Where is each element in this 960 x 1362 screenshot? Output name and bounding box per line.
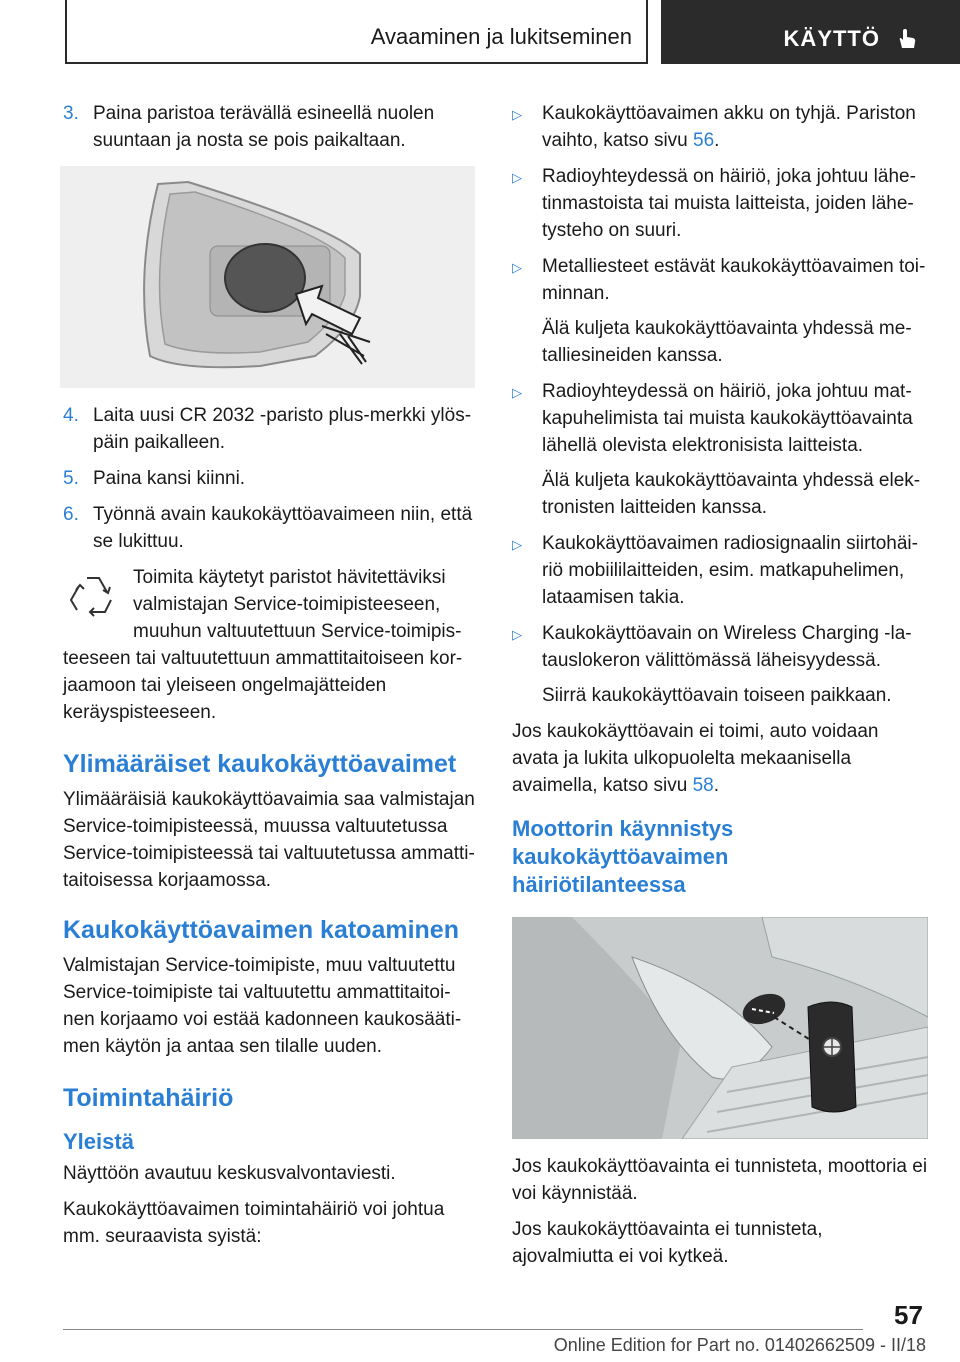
step-6 xyxy=(63,501,475,555)
hand-pointer-icon xyxy=(894,26,920,52)
chapter-title: Avaaminen ja lukitseminen xyxy=(370,24,632,49)
cause-item xyxy=(512,378,928,521)
step-3 xyxy=(63,100,475,154)
bullet-triangle-icon: ▷ xyxy=(512,385,522,400)
bullet-triangle-icon: ▷ xyxy=(512,260,522,275)
cause-advice: Älä kuljeta kaukokäyttöavainta yhdessä metalliesineiden kanssa. xyxy=(542,318,912,366)
recycle-note-text: Toimita käytetyt paristot hävitettäviksi valmistajan Service-toimipisteeseen, muuhun valtuutettuun Service-toimipisteeseen tai valtuutettuun ammattitaitoiseen korjaamoon tai yleiseen ongelmajätteiden keräyspisteeseen. xyxy=(63,567,463,723)
cause-advice: Älä kuljeta kaukokäyttöavainta yhdessä elektronisten laitteiden kanssa. xyxy=(542,470,921,518)
bullet-triangle-icon: ▷ xyxy=(512,627,522,642)
cause-text: Radioyhteydessä on häiriö, joka johtuu matkapuhelimista tai muista kaukokäyttöavainta lähellä olevista elektronisista laitteista. xyxy=(542,381,913,456)
section-header xyxy=(661,0,960,64)
paragraph-key-not-working xyxy=(512,718,928,799)
cause-item xyxy=(512,530,928,611)
bullet-triangle-icon: ▷ xyxy=(512,107,522,122)
page-number: 57 xyxy=(894,1300,923,1330)
cause-text xyxy=(542,100,928,154)
step-text: Paina kansi kiinni. xyxy=(93,468,246,489)
paragraph-general-1: Näyttöön avautuu keskusvalvontaviesti. xyxy=(63,1163,396,1184)
step-4 xyxy=(63,402,475,456)
heading-lost-key: Kaukokäyttöavaimen katoaminen xyxy=(63,916,459,944)
paragraph-extra-keys: Ylimääräisiä kaukokäyttöavaimia saa valmistajan Service-toimipisteessä, muussa valtuutetussa Service-toimipisteessä tai valtuutetussa ammattitaitoisessa korjaamossa. xyxy=(63,789,475,891)
cause-item xyxy=(512,253,928,369)
heading-extra-keys: Ylimääräiset kaukokäyttöavaimet xyxy=(63,750,457,778)
chapter-header xyxy=(65,0,648,64)
bullet-triangle-icon: ▷ xyxy=(512,537,522,552)
key-battery-illustration xyxy=(60,166,475,388)
page-link-56[interactable]: 56 xyxy=(693,130,715,151)
paragraph-lost-key: Valmistajan Service-toimipiste, muu valtuutettu Service-toimipiste tai valtuutettu ammattitaitoinen korjaamo voi estää kadonneen kaukosäätimen käytön ja antaa sen tilalle uuden. xyxy=(63,955,462,1057)
bullet-triangle-icon: ▷ xyxy=(512,170,522,185)
right-column xyxy=(512,100,928,1279)
cause-text: Kaukokäyttöavain on Wireless Charging -latauslokeron välittömässä läheisyydessä. xyxy=(542,623,912,671)
cause-item xyxy=(512,163,928,244)
paragraph-start-1: Jos kaukokäyttöavainta ei tunnisteta, moottoria ei voi käynnistää. xyxy=(512,1156,928,1204)
step-number: 4. xyxy=(63,405,79,426)
step-number: 5. xyxy=(63,468,79,489)
cause-text: Radioyhteydessä on häiriö, joka johtuu lähetinmastoista tai muista laitteista, joiden lähetysteho on suuri. xyxy=(542,166,916,241)
heading-engine-start: Moottorin käynnistys kaukokäyttöavaimen häiriötilanteessa xyxy=(512,816,734,897)
footer-divider xyxy=(63,1329,863,1330)
cause-text: Kaukokäyttöavaimen radiosignaalin siirtohäiriö mobiililaitteiden, esim. matkapuhelimen, lataamisen takia. xyxy=(542,533,918,608)
paragraph-start-2: Jos kaukokäyttöavainta ei tunnisteta, ajovalmiutta ei voi kytkeä. xyxy=(512,1219,823,1267)
step-number: 3. xyxy=(63,103,79,124)
recycle-note xyxy=(63,564,475,726)
cause-item xyxy=(512,620,928,709)
step-number: 6. xyxy=(63,504,79,525)
cause-item xyxy=(512,100,928,154)
steering-column-figure xyxy=(512,917,928,1139)
heading-malfunction: Toimintahäiriö xyxy=(63,1084,234,1112)
paragraph-general-2: Kaukokäyttöavaimen toimintahäiriö voi johtua mm. seuraavista syistä: xyxy=(63,1199,445,1247)
cause-text-end: . xyxy=(714,130,720,151)
edition-note: Online Edition for Part no. 01402662509 - II/18 xyxy=(553,1335,926,1355)
paragraph-end: . xyxy=(713,775,719,796)
step-text: Paina paristoa terävällä esineellä nuolen suuntaan ja nosta se pois paikaltaan. xyxy=(93,103,435,151)
paragraph-text: Jos kaukokäyttöavain ei toimi, auto voidaan avata ja lukita ulkopuolelta mekaanisella avaimella, katso sivu xyxy=(512,721,879,796)
left-column xyxy=(63,100,475,1259)
heading-general: Yleistä xyxy=(63,1129,134,1154)
battery-figure xyxy=(60,166,475,388)
cause-text: Metalliesteet estävät kaukokäyttöavaimen toiminnan. xyxy=(542,256,926,304)
section-title: KÄYTTÖ xyxy=(783,26,880,51)
steering-column-illustration xyxy=(512,917,928,1139)
step-text: Työnnä avain kaukokäyttöavaimeen niin, että se lukittuu. xyxy=(93,504,473,552)
recycle-icon xyxy=(67,570,119,622)
step-5 xyxy=(63,465,475,492)
cause-advice: Siirrä kaukokäyttöavain toiseen paikkaan. xyxy=(542,685,892,706)
page-link-58[interactable]: 58 xyxy=(692,775,714,796)
cause-text-part: Kaukokäyttöavaimen akku on tyhjä. Pariston vaihto, katso sivu xyxy=(542,103,916,151)
step-text: Laita uusi CR 2032 -paristo plus-merkki ylöspäin paikalleen. xyxy=(93,405,472,453)
